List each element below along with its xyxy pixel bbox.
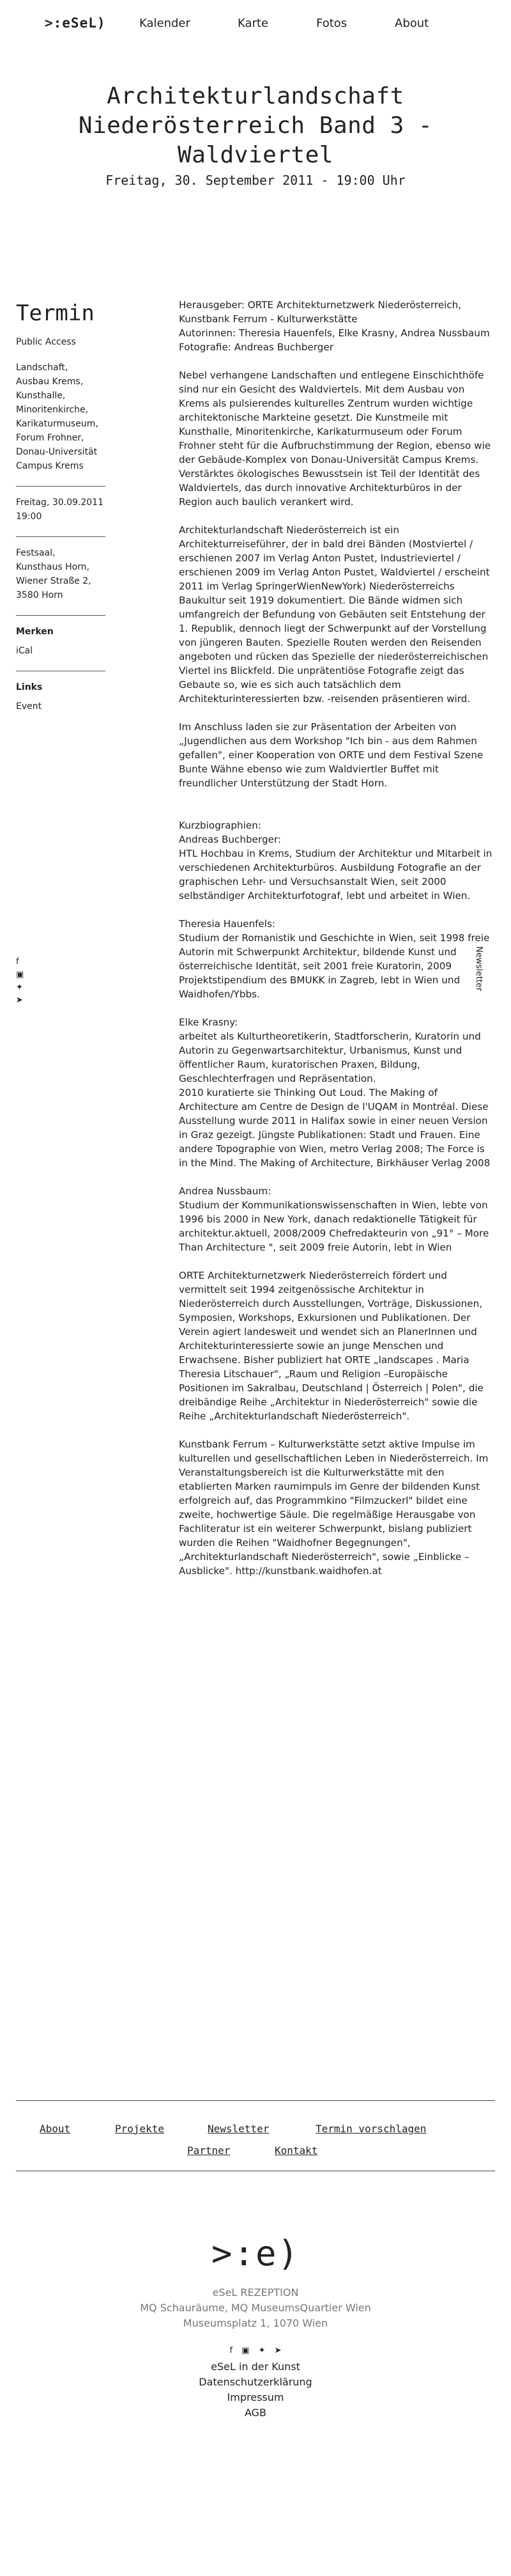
divider <box>16 615 105 616</box>
bio-paragraph: Theresia Hauenfels: Studium der Romanistik und Geschichte in Wien, seit 1998 freie Autorin mit Schwerpunkt Architektur, bildende Kunst und österreichische Identität, seit 2001 freie Kuratorin, 2009 Projektstipendium des BMUKK in Zagreb, lebt in Wien und Waidhofen/Ybbs. <box>179 918 490 1000</box>
footer-logo[interactable]: >:e) <box>211 2233 300 2274</box>
bio-paragraph: Elke Krasny: arbeitet als Kulturtheoretikerin, Stadtforscherin, Kuratorin und Autorin zu Gegenwartsarchitektur, Urbanismus, Kunst und öffentlicher Raum, kuratorischen Praxen, Bildung, Geschlechterfragen und Repräsentation. 2010 kuratierte sie Thinking Out Loud. The Making of Architecture am Centre de Design de l'UQAM in Montréal. Diese Ausstellung wurde 2011 in Halifax sowie in einer neuen Version in Graz gezeigt. Jüngste Publikationen: Stadt und Frauen. Eine andere Topographie von Wien, metro Verlag 2008; The Force is in the Mind. The Making of Architecture, Birkhäuser Verlag 2008 <box>179 1017 491 1169</box>
event-title-line2: Niederösterreich Band 3 - Waldviertel <box>78 113 433 168</box>
org-paragraph: Kunstbank Ferrum – Kulturwerkstätte setzt aktive Impulse im kulturellen und gesellschaftlichen Leben in Niederösterreich. Im Veranstaltungsbereich ist die Kulturwerkstätte mit den etablierten Marken raumimpuls im Genre der bildenden Kunst erfolgreich auf, das Programmkino "Filmzuckerl" bildet eine zweite, hochwertige Säule. Die regelmäßige Herausgabe von Fachliteratur ist ein weiterer Schwerpunkt, bislang publiziert wurden die Reihen "Waidhofner Begegnungen", „Architekturlandschaft Niederösterreich", sowie „Einblicke – Ausblicke". http://kunstbank.waidhofen.at <box>179 1439 489 1577</box>
footer-link-impressum[interactable]: Impressum <box>227 2391 284 2403</box>
sidebar-heading: Termin <box>16 301 95 326</box>
footer-link-kontakt[interactable]: Kontakt <box>275 2144 318 2157</box>
links-heading: Links <box>16 682 43 692</box>
venue-address[interactable]: Festsaal, Kunsthaus Horn, Wiener Straße 2, 3580 Horn <box>16 548 91 600</box>
footer-link-newsletter[interactable]: Newsletter <box>208 2123 270 2135</box>
description-paragraph: Architekturlandschaft Niederösterreich ist ein Architekturreiseführer, der in bald drei Bänden (Mostviertel / erschienen 2007 im Verlag Anton Pustet, Industrieviertel / erschienen 2009 im Verlag Anton Pustet, Waldviertel / erscheint 2011 im Verlag SpringerWienNewYork) Niederösterreichs Baukultur seit 1919 dokumentiert. Die Bände widmen sich umfangreich der Befundung von Gebäuten seit Entstehung der 1. Republik, dennoch liegt der Schwerpunkt auf der Vorstellung von jüngeren Bauten. Spezielle Routen werden den Reisenden angeboten und rücken das Spezielle der niederösterreichischen Viertel ins Blickfeld. Die unprätentiöse Fotografie zeigt das Gebaute so, wie es sich auch tatsächlich dem Architekturinteressierten bzw. -reisenden präsentieren wird. <box>179 524 490 705</box>
telegram-icon[interactable]: ➤ <box>274 2346 282 2355</box>
footer-link-agb[interactable]: AGB <box>244 2407 267 2419</box>
org-paragraph: ORTE Architekturnetzwerk Niederösterreich fördert und vermittelt seit 1994 zeitgenössische Architektur in Niederösterreich durch Ausstellungen, Vorträge, Diskussionen, Symposien, Workshops, Exkursionen und Publikationen. Der Verein agiert landesweit und wendet sich an PlanerInnen und Architekturinteressierte sowie an junge Menschen und Erwachsene. Bisher publiziert hat ORTE „landscapes . Maria Theresia Litschauer", „Raum und Religion –Europäische Positionen im Sakralbau, Deutschland | Österreich | Polen", die dreibändige Reihe „Architektur in Niederösterreich" sowie die Reihe „Architekturlandschaft Niederösterreich". <box>179 1270 484 1422</box>
tag-list: Landschaft, Ausbau Krems, Kunsthalle, Minoritenkirche, Karikaturmuseum, Forum Frohner, Donau-Universität Campus Krems <box>16 363 98 471</box>
facebook-icon[interactable]: f <box>16 957 19 967</box>
nav-kalender[interactable]: Kalender <box>139 17 190 30</box>
facebook-icon[interactable]: f <box>229 2346 233 2355</box>
event-description <box>179 298 495 1592</box>
footer-divider <box>16 2100 495 2101</box>
twitter-icon[interactable]: ✦ <box>16 983 23 992</box>
footer-social-icons <box>0 2346 511 2355</box>
footer-link-datenschutz[interactable]: Datenschutzerklärung <box>199 2376 312 2388</box>
footer-link-esel-in-der-kunst[interactable]: eSeL in der Kunst <box>211 2361 300 2373</box>
instagram-icon[interactable]: ▣ <box>241 2346 250 2355</box>
description-paragraph: Nebel verhangene Landschaften und entlegene Einschichthöfe sind nur ein Gesicht des Waldviertels. Mit dem Ausbau von Krems als pulsierendes kulturelles Zentrum wurden wichtige architektonische Markteine gesetzt. Die Kunstmeile mit Kunsthalle, Minoritenkirche, Karikaturmuseum oder Forum Frohner steht für die Aufbruchstimmung der Region, ebenso wie der Gebäude-Komplex von Donau-Universität Campus Krems. Verstärktes ökologisches Bewusstsein ist Teil der Identität des Waldviertels, das durch innovative Architekturbüros in der Region auch baulich verankert wird. <box>179 370 491 508</box>
footer-link-termin-vorschlagen[interactable]: Termin vorschlagen <box>316 2123 427 2135</box>
bio-paragraph: Kurzbiographien: Andreas Buchberger: HTL Hochbau in Krems, Studium der Architektur und Mitarbeit in verschiedenen Architekturbüros. Ausbildung Fotografie an der graphischen Lehr- und Versuchsanstalt Wien, seit 2000 selbständiger Architekturfotograf, lebt und arbeitet in Wien. <box>179 820 492 902</box>
twitter-icon[interactable]: ✦ <box>258 2346 266 2355</box>
divider <box>16 536 105 537</box>
instagram-icon[interactable]: ▣ <box>16 970 24 980</box>
top-nav <box>0 0 511 47</box>
event-link[interactable]: Event <box>16 701 42 712</box>
telegram-icon[interactable]: ➤ <box>16 995 23 1005</box>
sidebar <box>16 301 105 714</box>
nav-fotos[interactable]: Fotos <box>316 17 347 30</box>
event-title <box>0 82 511 170</box>
event-datetime: Freitag, 30. September 2011 - 19:00 Uhr <box>105 173 406 188</box>
divider <box>16 486 105 487</box>
site-logo[interactable]: >:eSeL) <box>45 15 106 31</box>
newsletter-tab[interactable]: Newsletter <box>474 946 484 992</box>
credits-paragraph: Herausgeber: ORTE Architekturnetzwerk Niederösterreich, Kunstbank Ferrum - Kulturwerkstätte Autorinnen: Theresia Hauenfels, Elke Krasny, Andrea Nussbaum Fotografie: Andreas Buchberger <box>179 299 490 353</box>
sidebar-date: Freitag, 30.09.2011 19:00 <box>16 497 103 522</box>
merken-heading: Merken <box>16 627 54 637</box>
ical-link[interactable]: iCal <box>16 646 33 656</box>
footer-link-partner[interactable]: Partner <box>187 2144 231 2157</box>
event-title-line1: Architekturlandschaft <box>107 83 404 109</box>
nav-about[interactable]: About <box>395 17 429 30</box>
nav-karte[interactable]: Karte <box>238 17 269 30</box>
description-paragraph: Im Anschluss laden sie zur Präsentation der Arbeiten von „Jugendlichen aus dem Workshop "Ich bin - aus dem Rahmen gefallen", einer Kooperation von ORTE und dem Festival Szene Bunte Wähne ebenso wie zum Waldviertler Buffet mit freundlicher Unterstützung der Stadt Horn. <box>179 721 484 789</box>
bio-paragraph: Andrea Nussbaum: Studium der Kommunikationswissenschaften in Wien, lebte von 1996 bis 2000 in New York, danach redaktionelle Tätigkeit für architektur.aktuell, 2008/2009 Chefredakteurin von „91° – More Than Architecture ", seit 2009 freie Autorin, lebt in Wien <box>179 1185 489 1253</box>
footer-link-projekte[interactable]: Projekte <box>115 2123 165 2135</box>
access-label: Public Access <box>16 337 76 347</box>
footer-link-about[interactable]: About <box>40 2123 71 2135</box>
footer-address-line1: MQ Schauräume, MQ MuseumsQuartier Wien <box>140 2302 371 2314</box>
side-social-icons <box>16 956 31 1007</box>
footer-address-line2: Museumsplatz 1, 1070 Wien <box>183 2317 328 2329</box>
footer-org-name: eSeL REZEPTION <box>212 2286 299 2299</box>
